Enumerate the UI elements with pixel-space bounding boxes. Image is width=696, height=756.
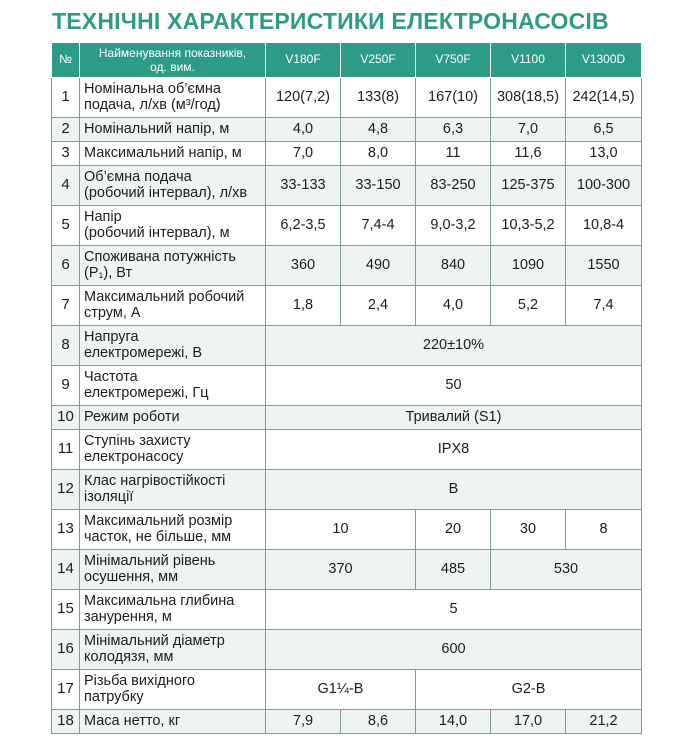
value-cell: 8,6 <box>341 710 416 734</box>
value-cell: 33-133 <box>266 166 341 206</box>
value-cell: 530 <box>491 550 642 590</box>
row-name-line1: Максимальний робочий <box>84 288 245 305</box>
value-cell: 20 <box>416 510 491 550</box>
value-cell: 7,4-4 <box>341 206 416 246</box>
row-name <box>80 550 266 590</box>
row-name: Максимальний напір, м <box>80 142 266 166</box>
row-name-line2: електромережі, Гц <box>84 384 209 401</box>
table-row <box>52 670 642 710</box>
row-name <box>80 166 266 206</box>
row-number: 14 <box>52 550 80 590</box>
row-name <box>80 366 266 406</box>
row-number: 18 <box>52 710 80 734</box>
value-cell: 17,0 <box>491 710 566 734</box>
value-cell: 2,4 <box>341 286 416 326</box>
row-number: 6 <box>52 246 80 286</box>
value-cell: 125-375 <box>491 166 566 206</box>
header-model-v1100: V1100 <box>491 43 566 78</box>
specs-table <box>51 42 642 734</box>
row-name-line2: часток, не більше, мм <box>84 528 232 545</box>
header-name <box>80 43 266 78</box>
table-row <box>52 366 642 406</box>
header-model-v1300d: V1300D <box>566 43 642 78</box>
header-name-line2: од. вим. <box>150 60 195 74</box>
value-cell: 14,0 <box>416 710 491 734</box>
table-row <box>52 78 642 118</box>
row-name <box>80 286 266 326</box>
row-number: 4 <box>52 166 80 206</box>
value-cell: 120(7,2) <box>266 78 341 118</box>
row-number: 7 <box>52 286 80 326</box>
table-row <box>52 246 642 286</box>
value-cell: IPX8 <box>266 430 642 470</box>
value-cell: 485 <box>416 550 491 590</box>
row-number: 16 <box>52 630 80 670</box>
row-name <box>80 670 266 710</box>
value-cell: 6,5 <box>566 118 642 142</box>
row-name-line1: Об’ємна подача <box>84 168 192 185</box>
page-title: ТЕХНІЧНІ ХАРАКТЕРИСТИКИ ЕЛЕКТРОНАСОСІВ <box>52 8 609 34</box>
value-cell: 10,3-5,2 <box>491 206 566 246</box>
value-cell: 4,0 <box>266 118 341 142</box>
row-name-line2: струм, А <box>84 304 141 321</box>
value-cell: 6,3 <box>416 118 491 142</box>
value-cell: 13,0 <box>566 142 642 166</box>
row-name <box>80 430 266 470</box>
row-name-line2: (P₁), Вт <box>84 264 133 281</box>
value-cell: 6,2-3,5 <box>266 206 341 246</box>
table-row <box>52 286 642 326</box>
row-name <box>80 78 266 118</box>
value-cell: 133(8) <box>341 78 416 118</box>
value-cell: 11,6 <box>491 142 566 166</box>
header-model-v180f: V180F <box>266 43 341 78</box>
value-cell: 50 <box>266 366 642 406</box>
value-cell: 33-150 <box>341 166 416 206</box>
row-name-line2: занурення, м <box>84 608 172 625</box>
row-number: 2 <box>52 118 80 142</box>
value-cell: 7,0 <box>266 142 341 166</box>
table-row <box>52 630 642 670</box>
value-cell: 8 <box>566 510 642 550</box>
value-cell: 4,8 <box>341 118 416 142</box>
value-cell: 5,2 <box>491 286 566 326</box>
row-name-line2: ізоляції <box>84 488 134 505</box>
value-cell: 1090 <box>491 246 566 286</box>
header-num: № <box>52 43 80 78</box>
row-name <box>80 630 266 670</box>
row-name-line2: електронасосу <box>84 448 184 465</box>
value-cell: 30 <box>491 510 566 550</box>
row-name-line1: Споживана потужність <box>84 248 236 265</box>
row-name-line2: подача, л/хв (м³/год) <box>84 96 221 113</box>
row-name <box>80 510 266 550</box>
table-row <box>52 470 642 510</box>
table-row <box>52 590 642 630</box>
value-cell: 840 <box>416 246 491 286</box>
table-row <box>52 326 642 366</box>
value-cell: 4,0 <box>416 286 491 326</box>
row-number: 13 <box>52 510 80 550</box>
row-number: 10 <box>52 406 80 430</box>
value-cell: 308(18,5) <box>491 78 566 118</box>
row-name-line2: (робочий інтервал), л/хв <box>84 184 248 201</box>
value-cell: 11 <box>416 142 491 166</box>
row-name-line2: (робочий інтервал), м <box>84 224 230 241</box>
header-name-line1: Найменування показників, <box>98 45 247 60</box>
table-row <box>52 166 642 206</box>
row-number: 11 <box>52 430 80 470</box>
value-cell: 5 <box>266 590 642 630</box>
value-cell: 490 <box>341 246 416 286</box>
row-number: 12 <box>52 470 80 510</box>
table-row <box>52 550 642 590</box>
table-header-row <box>52 43 642 78</box>
row-number: 3 <box>52 142 80 166</box>
value-cell: G2-B <box>416 670 642 710</box>
value-cell: 21,2 <box>566 710 642 734</box>
value-cell: 220±10% <box>266 326 642 366</box>
row-name-line1: Максимальний розмір <box>84 512 233 529</box>
table-row <box>52 710 642 734</box>
value-cell: 242(14,5) <box>566 78 642 118</box>
row-name-line2: осушення, мм <box>84 568 179 585</box>
row-name <box>80 470 266 510</box>
row-name-line1: Максимальна глибина <box>84 592 235 609</box>
row-name: Режим роботи <box>80 406 266 430</box>
table-row <box>52 118 642 142</box>
row-name <box>80 206 266 246</box>
value-cell: 600 <box>266 630 642 670</box>
row-number: 15 <box>52 590 80 630</box>
row-name <box>80 590 266 630</box>
value-cell: 360 <box>266 246 341 286</box>
table-row <box>52 142 642 166</box>
value-cell: Тривалий (S1) <box>266 406 642 430</box>
table-row <box>52 206 642 246</box>
row-name-line1: Частота <box>84 368 138 385</box>
value-cell: 9,0-3,2 <box>416 206 491 246</box>
row-name-line1: Мінімальний діаметр <box>84 632 225 649</box>
row-name <box>80 246 266 286</box>
value-cell: 83-250 <box>416 166 491 206</box>
row-name-line1: Напруга <box>84 328 139 345</box>
value-cell: 1,8 <box>266 286 341 326</box>
row-name-line1: Клас нагрівостійкості <box>84 472 226 489</box>
row-name-line1: Номінальна об’ємна <box>84 80 221 97</box>
row-name: Маса нетто, кг <box>80 710 266 734</box>
value-cell: 10,8-4 <box>566 206 642 246</box>
value-cell: 100-300 <box>566 166 642 206</box>
row-name-line2: електромережі, В <box>84 344 203 361</box>
value-cell: 10 <box>266 510 416 550</box>
row-number: 5 <box>52 206 80 246</box>
row-name <box>80 326 266 366</box>
row-number: 1 <box>52 78 80 118</box>
value-cell: B <box>266 470 642 510</box>
value-cell: 7,9 <box>266 710 341 734</box>
row-number: 9 <box>52 366 80 406</box>
value-cell: 167(10) <box>416 78 491 118</box>
row-name: Номінальний напір, м <box>80 118 266 142</box>
row-name-line1: Мінімальний рівень <box>84 552 216 569</box>
row-name-line2: колодязя, мм <box>84 648 174 665</box>
row-name-line1: Ступінь захисту <box>84 432 191 449</box>
value-cell: 7,0 <box>491 118 566 142</box>
value-cell: 7,4 <box>566 286 642 326</box>
table-row <box>52 430 642 470</box>
row-name-line1: Різьба вихідного <box>84 672 196 689</box>
row-name-line1: Напір <box>84 208 122 225</box>
row-number: 8 <box>52 326 80 366</box>
header-model-v750f: V750F <box>416 43 491 78</box>
header-model-v250f: V250F <box>341 43 416 78</box>
value-cell: 370 <box>266 550 416 590</box>
row-name-line2: патрубку <box>84 688 144 705</box>
value-cell: 1550 <box>566 246 642 286</box>
value-cell: 8,0 <box>341 142 416 166</box>
value-cell: G1¼-B <box>266 670 416 710</box>
table-row <box>52 510 642 550</box>
row-number: 17 <box>52 670 80 710</box>
table-row <box>52 406 642 430</box>
